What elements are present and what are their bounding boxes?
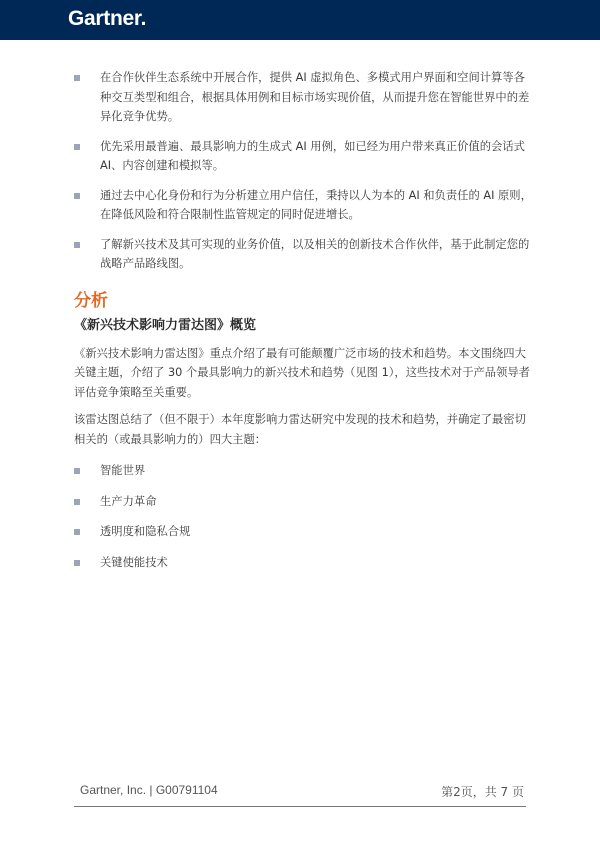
recommendation-list [74,68,532,274]
list-item-text: 生产力革命 [100,494,157,508]
square-bullet-icon [74,560,80,566]
square-bullet-icon [74,468,80,474]
square-bullet-icon [74,75,80,81]
list-item-text: 在合作伙伴生态系统中开展合作，提供 AI 虚拟角色、多模式用户界面和空间计算等各种交互类型和组合，根据具体用例和目标市场实现价值，从而提升您在智能世界中的差异化竞争优势。 [100,71,530,123]
list-item [74,186,532,225]
list-item [74,553,532,573]
list-item-text: 透明度和隐私合规 [100,525,191,538]
gartner-logo: Gartner. [68,7,147,30]
footer-divider [74,806,526,807]
square-bullet-icon [74,193,80,199]
body-paragraph: 《新兴技术影响力雷达图》重点介绍了最有可能颠覆广泛市场的技术和趋势。本文围绕四大关键主题，介绍了 30 个最具影响力的新兴技术和趋势（见图 1），这些技术对于产品领导者评估竞争策略至关重要。 [74,346,530,399]
list-item [74,461,532,481]
list-item-text: 了解新兴技术及其可实现的业务价值，以及相关的创新技术合作伙伴，基于此制定您的战略产品路线图。 [100,237,530,270]
list-item-text: 智能世界 [100,464,146,477]
square-bullet-icon [74,242,80,248]
square-bullet-icon [74,144,80,150]
list-item-text: 优先采用最普遍、最具影响力的生成式 AI 用例，如已经为用户带来真正价值的会话式 AI、内容创建和模拟等。 [100,139,525,172]
body-paragraph: 该雷达图总结了（但不限于）本年度影响力雷达研究中发现的技术和趋势，并确定了最密切相关的（或最具影响力的）四大主题： [74,413,526,446]
subheading: 《新兴技术影响力雷达图》概览 [74,317,257,333]
theme-list [74,461,532,572]
list-item [74,137,532,176]
page-content [74,68,532,583]
list-item [74,522,532,542]
footer-document-id: Gartner, Inc. | G00791104 [80,783,218,797]
header-bar [0,0,600,40]
footer-page-number: 第2页，共 7 页 [441,785,524,799]
section-title: 分析 [74,290,108,311]
list-item [74,235,532,274]
list-item-text: 关键使能技术 [100,555,168,569]
square-bullet-icon [74,529,80,535]
list-item-text: 通过去中心化身份和行为分析建立用户信任，秉持以人为本的 AI 和负责任的 AI 原则，在降低风险和符合限制性监管规定的同时促进增长。 [100,188,532,221]
list-item [74,68,532,127]
list-item [74,492,532,512]
square-bullet-icon [74,499,80,505]
